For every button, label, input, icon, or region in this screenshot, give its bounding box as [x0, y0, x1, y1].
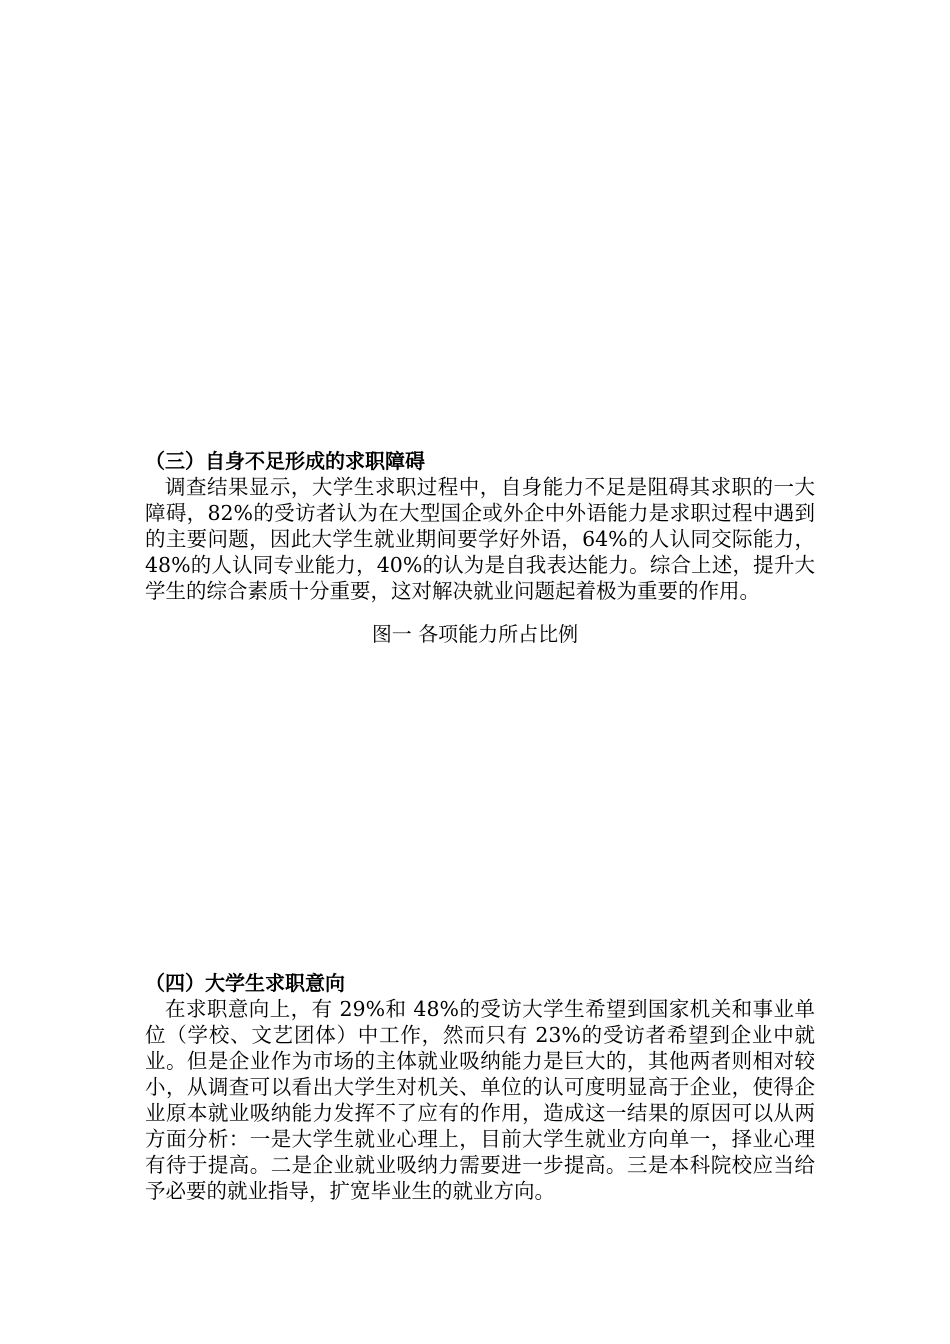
section-4 — [145, 970, 815, 1204]
section-3-heading: （三）自身不足形成的求职障碍 — [145, 449, 425, 473]
section-3 — [145, 448, 815, 604]
section-4-heading: （四）大学生求职意向 — [145, 971, 345, 995]
section-3-paragraph: 调查结果显示，大学生求职过程中，自身能力不足是阻碍其求职的一大障碍，82%的受访者认为在大型国企或外企中外语能力是求职过程中遇到的主要问题，因此大学生就业期间要学好外语，64%的人认同交际能力，48%的人认同专业能力，40%的认为是自我表达能力。综合上述，提升大学生的综合素质十分重要，这对解决就业问题起着极为重要的作用。 — [145, 475, 815, 603]
section-4-paragraph: 在求职意向上，有 29%和 48%的受访大学生希望到国家机关和事业单位（学校、文艺团体）中工作，然而只有 23%的受访者希望到企业中就业。但是企业作为市场的主体就业吸纳能力是巨大的，其他两者则相对较小，从调查可以看出大学生对机关、单位的认可度明显高于企业，使得企业原本就业吸纳能力发挥不了应有的作用，造成这一结果的原因可以从两方面分析：一是大学生就业心理上，目前大学生就业方向单一，择业心理有待于提高。二是企业就业吸纳力需要进一步提高。三是本科院校应当给予必要的就业指导，扩宽毕业生的就业方向。 — [145, 997, 815, 1203]
figure-caption: 图一 各项能力所占比例 — [371, 622, 579, 646]
